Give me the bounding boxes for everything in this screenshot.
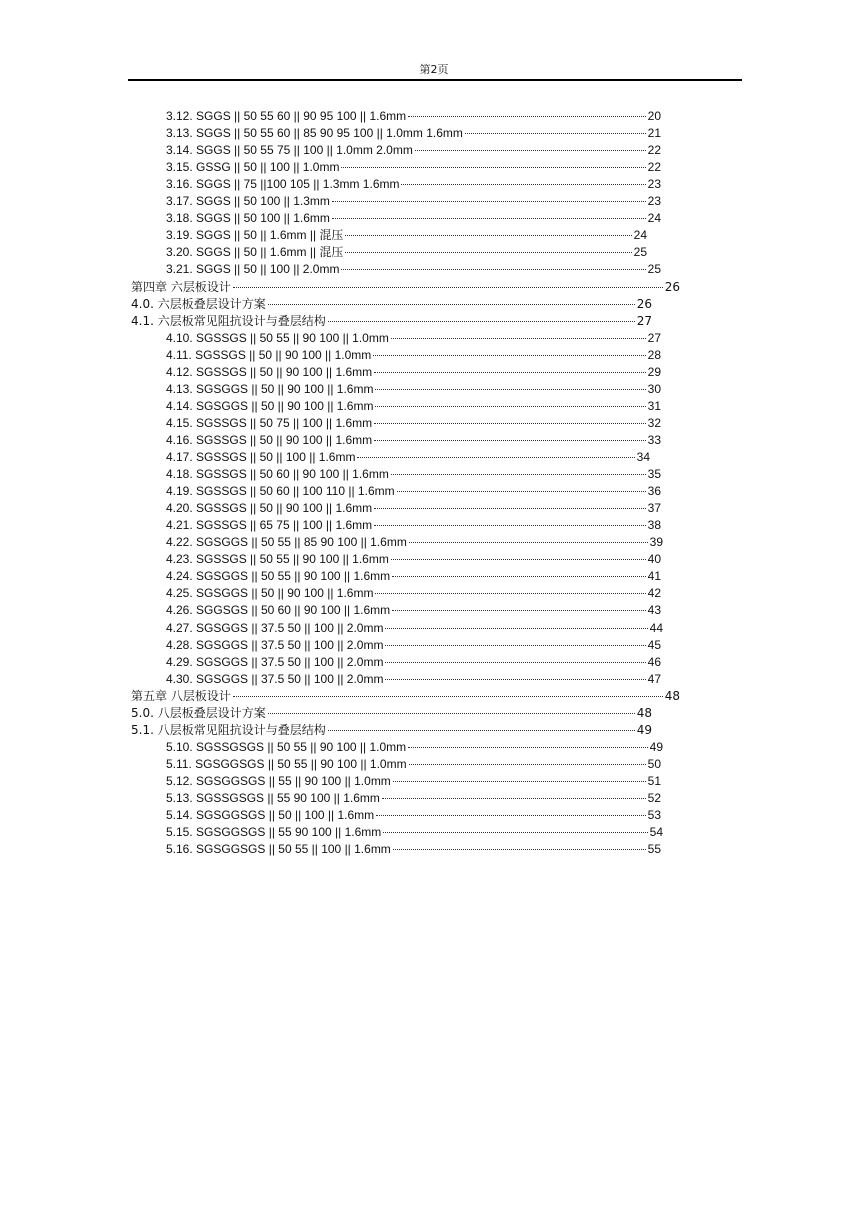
toc-entry-title: 5.11. SGSGGSGS || 50 55 || 90 100 || 1.0mm: [166, 756, 407, 771]
toc-entry-title: 4.13. SGSGGS || 50 || 90 100 || 1.6mm: [166, 381, 374, 396]
toc-section-entry[interactable]: [166, 415, 661, 432]
toc-section-entry[interactable]: [166, 637, 661, 654]
toc-section-entry[interactable]: [166, 108, 661, 125]
toc-section-entry[interactable]: [166, 620, 663, 637]
toc-page-number: 55: [647, 842, 661, 857]
toc-dot-leader: [374, 372, 646, 373]
toc-page-number: 44: [649, 620, 663, 635]
toc-entry-title: 4.14. SGSGGS || 50 || 90 100 || 1.6mm: [166, 398, 374, 413]
toc-section-entry[interactable]: [166, 739, 663, 756]
toc-dot-leader: [385, 628, 647, 629]
toc-section-entry[interactable]: [166, 244, 647, 261]
toc-section-entry[interactable]: [166, 671, 661, 688]
toc-entry-title: 第五章 八层板设计: [131, 688, 231, 703]
toc-dot-leader: [397, 491, 646, 492]
toc-entry-title: 4.23. SGSSGS || 50 55 || 90 100 || 1.6mm: [166, 552, 389, 567]
toc-dot-leader: [233, 696, 663, 697]
toc-dot-leader: [332, 201, 646, 202]
toc-dot-leader: [373, 355, 645, 356]
toc-entry-title: 5.14. SGSGGSGS || 50 || 100 || 1.6mm: [166, 808, 375, 823]
toc-dot-leader: [385, 645, 645, 646]
toc-section-entry[interactable]: [166, 364, 661, 381]
toc-page-number: 26: [636, 296, 652, 311]
toc-page-number: 26: [664, 279, 680, 294]
toc-section-entry[interactable]: [166, 159, 661, 176]
toc-entry-title: 5.15. SGSGGSGS || 55 90 100 || 1.6mm: [166, 825, 382, 840]
toc-page-number: 54: [649, 825, 663, 840]
toc-dot-leader: [409, 542, 648, 543]
toc-section-entry[interactable]: [166, 517, 661, 534]
toc-page-number: 22: [647, 160, 661, 175]
toc-entry-title: 4.10. SGSSGS || 50 55 || 90 100 || 1.0mm: [166, 330, 389, 345]
toc-section-entry[interactable]: [166, 585, 661, 602]
toc-section-entry[interactable]: [166, 398, 661, 415]
toc-entry-title: 5.12. SGSGGSGS || 55 || 90 100 || 1.0mm: [166, 773, 391, 788]
toc-entry-title: 5.13. SGSSGSGS || 55 90 100 || 1.6mm: [166, 791, 380, 805]
toc-dot-leader: [385, 662, 645, 663]
toc-section-entry[interactable]: [166, 534, 663, 551]
toc-dot-leader: [268, 713, 635, 714]
toc-dot-leader: [401, 184, 645, 185]
toc-dot-leader: [465, 133, 646, 134]
toc-section-entry[interactable]: [166, 227, 647, 244]
toc-chapter-entry[interactable]: [131, 688, 680, 705]
toc-dot-leader: [375, 389, 645, 390]
toc-section-entry[interactable]: [166, 330, 661, 347]
toc-chapter-entry[interactable]: [131, 296, 652, 313]
toc-dot-leader: [393, 781, 646, 782]
page-header: 第2页: [419, 63, 449, 76]
toc-entry-title: 4.24. SGSGGS || 50 55 || 90 100 || 1.6mm: [166, 569, 391, 584]
toc-page-number: 48: [664, 688, 680, 703]
toc-dot-leader: [393, 849, 646, 850]
toc-section-entry[interactable]: [166, 756, 661, 773]
toc-entry-title: 3.18. SGGS || 50 100 || 1.6mm: [166, 211, 330, 226]
toc-section-entry[interactable]: [166, 125, 661, 142]
toc-page-number: 46: [647, 654, 661, 669]
toc-entry-title: 4.26. SGGSGS || 50 60 || 90 100 || 1.6mm: [166, 603, 391, 618]
toc-entry-title: 3.14. SGGS || 50 55 75 || 100 || 1.0mm 2.0mm: [166, 143, 413, 158]
toc-section-entry[interactable]: [166, 654, 661, 671]
toc-page-number: 49: [636, 722, 652, 737]
toc-page-number: 38: [647, 518, 661, 533]
toc-entry-title: 3.12. SGGS || 50 55 60 || 90 95 100 || 1.6mm: [166, 109, 407, 123]
toc-dot-leader: [409, 764, 646, 765]
toc-chapter-entry[interactable]: [131, 313, 652, 330]
toc-entry-title: 4.27. SGSGGS || 37.5 50 || 100 || 2.0mm: [166, 620, 384, 635]
toc-page-number: 20: [647, 109, 661, 123]
toc-page-number: 24: [647, 211, 661, 226]
toc-entry-title: 3.19. SGGS || 50 || 1.6mm || 混压: [166, 228, 344, 243]
toc-page-number: 31: [647, 398, 661, 413]
toc-section-entry[interactable]: [166, 142, 661, 159]
toc-entry-title: 5.10. SGSSGSGS || 50 55 || 90 100 || 1.0mm: [166, 739, 407, 754]
toc-entry-title: 4.20. SGSSGS || 50 || 90 100 || 1.6mm: [166, 501, 373, 516]
toc-dot-leader: [382, 798, 646, 799]
toc-dot-leader: [345, 235, 631, 236]
toc-dot-leader: [408, 116, 645, 117]
toc-page-number: 37: [647, 501, 661, 516]
toc-dot-leader: [332, 218, 646, 219]
toc-page-number: 32: [647, 415, 661, 430]
toc-dot-leader: [415, 150, 646, 151]
toc-entry-title: 5.16. SGSGGSGS || 50 55 || 100 || 1.6mm: [166, 842, 391, 857]
toc-page-number: 33: [647, 432, 661, 447]
toc-page-number: 25: [647, 262, 661, 277]
toc-dot-leader: [345, 252, 631, 253]
toc-dot-leader: [341, 167, 645, 168]
toc-entry-title: 第四章 六层板设计: [131, 279, 231, 294]
toc-chapter-entry[interactable]: [131, 279, 680, 296]
toc-entry-title: 3.17. SGGS || 50 100 || 1.3mm: [166, 194, 330, 209]
toc-page-number: 21: [647, 126, 661, 141]
toc-entry-title: 4.28. SGSGGS || 37.5 50 || 100 || 2.0mm: [166, 637, 384, 652]
toc-page-number: 48: [636, 705, 652, 720]
toc-entry-title: 4.21. SGSSGS || 65 75 || 100 || 1.6mm: [166, 518, 373, 533]
toc-dot-leader: [341, 269, 645, 270]
toc-dot-leader: [374, 508, 646, 509]
toc-section-entry[interactable]: [166, 483, 661, 500]
toc-entry-title: 5.0. 八层板叠层设计方案: [131, 705, 266, 720]
toc-entry-title: 3.13. SGGS || 50 55 60 || 85 90 95 100 || 1.0mm 1.6mm: [166, 126, 463, 141]
toc-page-number: 40: [647, 552, 661, 567]
toc-dot-leader: [391, 338, 646, 339]
toc-page-number: 41: [647, 569, 661, 584]
toc-dot-leader: [374, 440, 646, 441]
toc-entry-title: 4.12. SGSSGS || 50 || 90 100 || 1.6mm: [166, 364, 373, 379]
toc-entry-title: 4.29. SGSGGS || 37.5 50 || 100 || 2.0mm: [166, 654, 384, 669]
toc-page-number: 43: [647, 603, 661, 618]
toc-entry-title: 4.19. SGSSGS || 50 60 || 100 110 || 1.6mm: [166, 484, 395, 499]
toc-dot-leader: [392, 610, 645, 611]
toc-page-number: 49: [649, 739, 663, 754]
toc-section-entry[interactable]: [166, 551, 661, 568]
toc-entry-title: 3.16. SGGS || 75 ||100 105 || 1.3mm 1.6mm: [166, 177, 400, 192]
toc-page-number: 51: [647, 773, 661, 788]
toc-entry-title: 4.25. SGSGGS || 50 || 90 100 || 1.6mm: [166, 586, 374, 601]
toc-chapter-entry[interactable]: [131, 722, 652, 739]
toc-page-number: 39: [649, 535, 663, 550]
toc-section-entry[interactable]: [166, 602, 661, 619]
toc-page-number: 23: [647, 177, 661, 192]
toc-dot-leader: [328, 321, 635, 322]
toc-entry-title: 3.15. GSSG || 50 || 100 || 1.0mm: [166, 160, 340, 175]
toc-entry-title: 3.21. SGGS || 50 || 100 || 2.0mm: [166, 262, 340, 277]
toc-page-number: 28: [647, 347, 661, 362]
toc-dot-leader: [357, 457, 634, 458]
toc-dot-leader: [375, 593, 645, 594]
toc-section-entry[interactable]: [166, 381, 661, 398]
toc-section-entry[interactable]: [166, 347, 661, 364]
toc-page-number: 22: [647, 143, 661, 158]
toc-page-number: 47: [647, 671, 661, 686]
toc-dot-leader: [391, 474, 646, 475]
toc-page-number: 24: [633, 228, 647, 243]
toc-entry-title: 4.18. SGSSGS || 50 60 || 90 100 || 1.6mm: [166, 467, 389, 482]
toc-section-entry[interactable]: [166, 466, 661, 483]
toc-page-number: 27: [636, 313, 652, 328]
toc-page-number: 53: [647, 808, 661, 823]
toc-section-entry[interactable]: [166, 261, 661, 278]
toc-dot-leader: [392, 576, 645, 577]
toc-section-entry[interactable]: [166, 176, 661, 193]
toc-page-number: 25: [633, 245, 647, 260]
toc-section-entry[interactable]: [166, 432, 661, 449]
header-rule: [128, 79, 742, 81]
toc-page-number: 29: [647, 364, 661, 379]
toc-page-number: 35: [647, 467, 661, 482]
toc-section-entry[interactable]: [166, 773, 661, 790]
toc-section-entry[interactable]: [166, 824, 663, 841]
toc-page-number: 23: [647, 194, 661, 209]
toc-entry-title: 4.17. SGSSGS || 50 || 100 || 1.6mm: [166, 450, 356, 464]
toc-page-number: 45: [647, 637, 661, 652]
toc-entry-title: 4.11. SGSSGS || 50 || 90 100 || 1.0mm: [166, 347, 372, 362]
toc-dot-leader: [375, 406, 645, 407]
toc-dot-leader: [374, 423, 646, 424]
toc-page-number: 36: [647, 484, 661, 499]
toc-dot-leader: [233, 287, 663, 288]
toc-dot-leader: [408, 747, 647, 748]
toc-section-entry[interactable]: [166, 568, 661, 585]
toc-dot-leader: [268, 304, 635, 305]
toc-page-number: 30: [647, 381, 661, 396]
toc-entry-title: 3.20. SGGS || 50 || 1.6mm || 混压: [166, 245, 344, 260]
toc-section-entry[interactable]: [166, 193, 661, 210]
toc-page-number: 34: [636, 450, 650, 464]
toc-section-entry[interactable]: [166, 807, 661, 824]
toc-section-entry[interactable]: [166, 449, 650, 466]
toc-dot-leader: [374, 525, 646, 526]
toc-entry-title: 4.22. SGSGGS || 50 55 || 85 90 100 || 1.6mm: [166, 535, 407, 550]
toc-page-number: 42: [647, 586, 661, 601]
toc-dot-leader: [328, 730, 635, 731]
toc-section-entry[interactable]: [166, 841, 661, 858]
toc-dot-leader: [376, 815, 646, 816]
toc-entry-title: 4.1. 六层板常见阻抗设计与叠层结构: [131, 313, 326, 328]
toc-page-number: 52: [647, 791, 661, 805]
toc-entry-title: 4.15. SGSSGS || 50 75 || 100 || 1.6mm: [166, 415, 373, 430]
toc-entry-title: 4.30. SGSGGS || 37.5 50 || 100 || 2.0mm: [166, 671, 384, 686]
toc-entry-title: 4.0. 六层板叠层设计方案: [131, 296, 266, 311]
toc-section-entry[interactable]: [166, 500, 661, 517]
toc-chapter-entry[interactable]: [131, 705, 652, 722]
toc-section-entry[interactable]: [166, 790, 661, 807]
toc-dot-leader: [383, 832, 647, 833]
toc-section-entry[interactable]: [166, 210, 661, 227]
toc-entry-title: 5.1. 八层板常见阻抗设计与叠层结构: [131, 722, 326, 737]
toc-entry-title: 4.16. SGSSGS || 50 || 90 100 || 1.6mm: [166, 432, 373, 447]
toc-dot-leader: [385, 679, 645, 680]
toc-page-number: 50: [647, 756, 661, 771]
toc-page-number: 27: [647, 330, 661, 345]
toc-dot-leader: [391, 559, 646, 560]
